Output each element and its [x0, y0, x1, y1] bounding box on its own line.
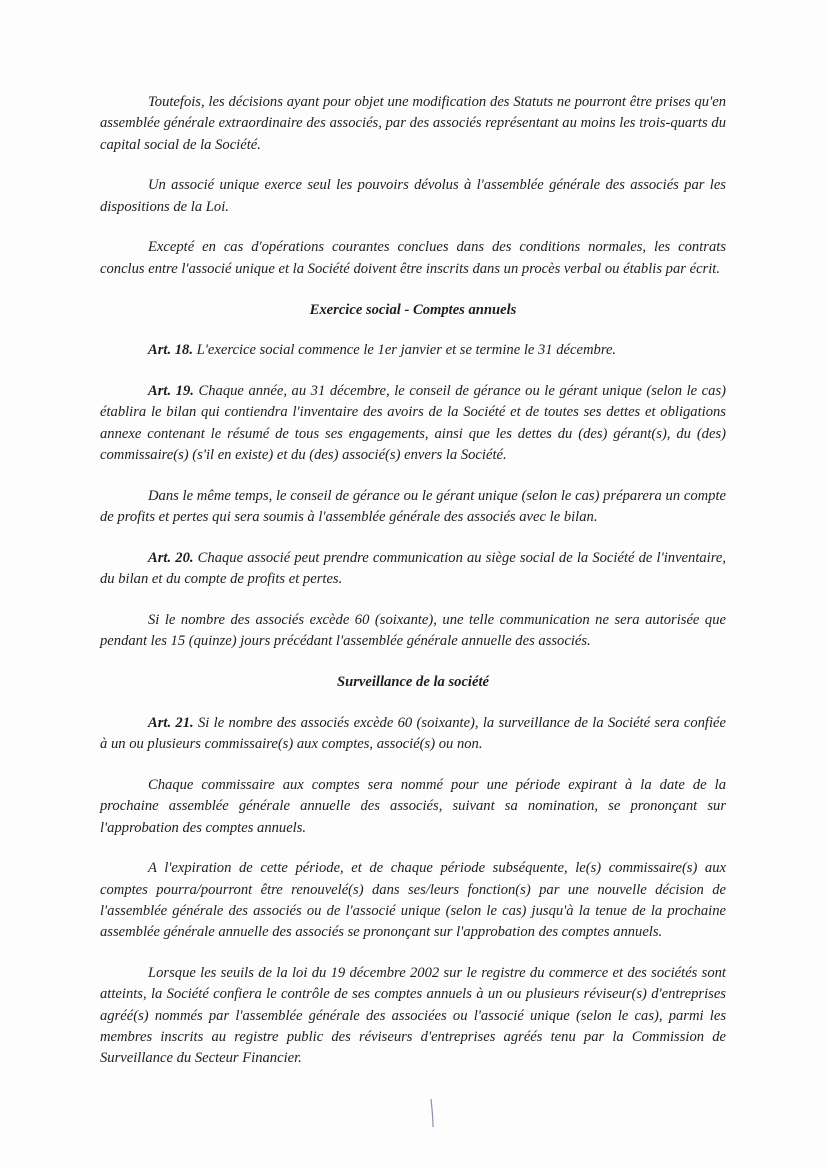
article-18	[100, 340, 726, 361]
paragraph-seuils-loi: Lorsque les seuils de la loi du 19 décembre 2002 sur le registre du commerce et des sociétés sont atteints, la Société confiera le contrôle de ses comptes annuels à un ou plusieurs réviseur(s) d'entreprises agréé(s) nommés par l'assemblée générale des associées ou l'associé unique (selon le cas), parmi les membres inscrits au registre public des réviseurs d'entreprises agréés tenu par la Commission de Surveillance du Secteur Financier.	[100, 965, 726, 1067]
paragraph-meme-temps: Dans le même temps, le conseil de gérance ou le gérant unique (selon le cas) préparera un compte de profits et pertes qui sera soumis à l'assemblée générale des associés avec le bilan.	[100, 487, 726, 526]
article-21	[100, 713, 726, 756]
article-18-text: L'exercice social commence le 1er janvier et se termine le 31 décembre.	[193, 342, 617, 359]
article-20-label: Art. 20.	[148, 549, 194, 566]
section-heading-exercice-social: Exercice social - Comptes annuels	[309, 301, 517, 318]
paragraph-contrats: Excepté en cas d'opérations courantes conclues dans des conditions normales, les contrats conclus entre l'associé unique et la Société doivent être inscrits dans un procès verbal ou établis par écrit.	[100, 239, 726, 277]
paragraph-associe-unique: Un associé unique exerce seul les pouvoirs dévolus à l'assemblée générale des associés par les dispositions de la Loi.	[100, 177, 726, 215]
paragraph-expiration: A l'expiration de cette période, et de chaque période subséquente, le(s) commissaire(s) aux comptes pourra/pourront être renouvelé(s) dans ses/leurs fonction(s) par une nouvelle décision de l'assemblée générale des associés ou de l'associé unique (selon le cas) jusqu'à la tenue de la prochaine assemblée générale annuelle des associés se prononçant sur l'approbation des comptes annuels.	[100, 860, 726, 941]
article-19-label: Art. 19.	[148, 383, 194, 400]
article-20-text: Chaque associé peut prendre communication au siège social de la Société de l'inventaire, du bilan et du compte de profits et pertes.	[100, 549, 726, 588]
article-21-text: Si le nombre des associés excède 60 (soixante), la surveillance de la Société sera confiée à un ou plusieurs commissaire(s) aux comptes, associé(s) ou non.	[100, 714, 726, 753]
article-19	[100, 381, 726, 466]
section-heading-surveillance: Surveillance de la société	[337, 674, 489, 691]
paragraph-decisions-statuts: Toutefois, les décisions ayant pour objet une modification des Statuts ne pourront être prises qu'en assemblée générale extraordinaire des associés, par des associés représentant au moins les trois-quarts du capital social de la Société.	[100, 94, 726, 153]
paragraph-commissaire: Chaque commissaire aux comptes sera nommé pour une période expirant à la date de la prochaine assemblée générale annuelle des associés, suivant sa nomination, se prononçant sur l'approbation des comptes annuels.	[100, 777, 726, 836]
article-19-text: Chaque année, au 31 décembre, le conseil de gérance ou le gérant unique (selon le cas) établira le bilan qui contiendra l'inventaire des avoirs de la Société et de toutes ses dettes et obligations annexe contenant le résumé de tous ses engagements, ainsi que les dettes du (des) gérant(s), du (des) commissaire(s) (s'il en existe) et du (des) associé(s) envers la Société.	[100, 383, 727, 464]
article-21-label: Art. 21.	[148, 714, 194, 731]
pen-stroke-mark	[430, 1098, 434, 1128]
paragraph-nombre-associes: Si le nombre des associés excède 60 (soixante), une telle communication ne sera autorisée que pendant les 15 (quinze) jours précédant l'assemblée générale annuelle des associés.	[100, 612, 726, 650]
article-20	[100, 548, 726, 591]
article-18-label: Art. 18.	[148, 342, 194, 359]
document-body	[100, 92, 726, 1089]
